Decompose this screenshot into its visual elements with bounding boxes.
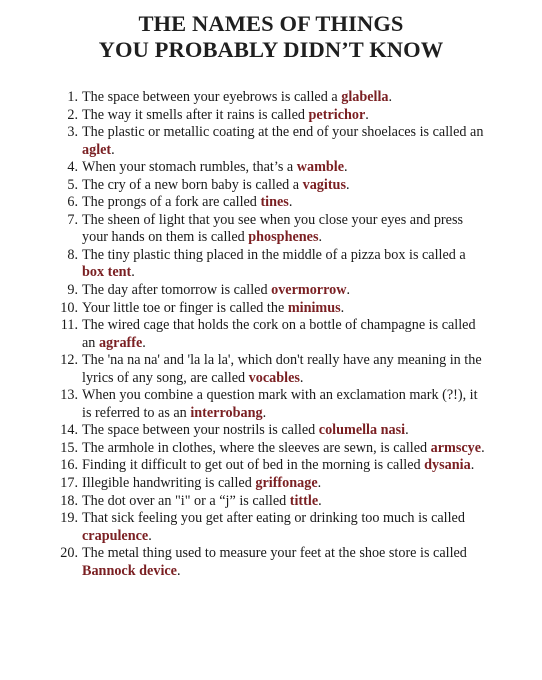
item-number: 4. — [67, 159, 78, 176]
item-term: crapulence — [82, 527, 149, 544]
list-item — [50, 493, 490, 511]
list-item — [50, 282, 490, 300]
list-item — [50, 194, 490, 212]
item-punctuation: . — [148, 527, 152, 544]
item-text: Your little toe or finger is called the — [82, 299, 288, 316]
item-punctuation: . — [111, 141, 115, 158]
item-text: The tiny plastic thing placed in the middle of a pizza box is called a — [82, 246, 466, 263]
item-punctuation: . — [131, 264, 135, 281]
item-number: 14. — [60, 422, 78, 439]
item-text: The day after tomorrow is called — [82, 282, 272, 299]
item-term: wamble — [296, 159, 345, 176]
item-number: 17. — [60, 475, 78, 492]
item-text: The dot over an "i" or a “j” is called — [82, 492, 290, 509]
item-punctuation: . — [176, 562, 181, 579]
item-term: dysania — [424, 457, 471, 474]
item-punctuation: . — [340, 299, 345, 316]
item-number: 1. — [67, 89, 78, 105]
item-text: The armhole in clothes, where the sleeves are sewn, is called — [82, 439, 431, 456]
item-term: minimus — [287, 299, 341, 316]
item-number: 15. — [60, 439, 78, 456]
item-term: glabella — [341, 89, 389, 105]
item-term: Bannock device — [82, 562, 177, 579]
item-punctuation: . — [345, 176, 350, 193]
item-term: vagitus — [302, 176, 346, 193]
list-item — [50, 300, 490, 318]
item-punctuation: . — [405, 422, 409, 439]
item-number: 10. — [60, 299, 78, 316]
item-number: 13. — [60, 387, 78, 404]
item-term: tines — [260, 194, 289, 211]
item-term: griffonage — [255, 475, 318, 492]
item-text: The plastic or metallic coating at the end of your shoelaces is called an — [82, 124, 484, 141]
item-number: 11. — [60, 317, 78, 334]
item-punctuation: . — [299, 369, 304, 386]
item-term: agraffe — [98, 334, 143, 351]
item-number: 6. — [67, 194, 78, 211]
item-text: The metal thing used to measure your feet at the shoe store is called — [82, 545, 467, 562]
list-item — [50, 317, 490, 352]
list-item — [50, 545, 490, 580]
item-text: When you combine a question mark with an exclamation mark (?!), it is referred to as an — [82, 387, 478, 421]
item-number: 5. — [67, 176, 78, 193]
item-number: 7. — [67, 211, 78, 228]
item-number: 18. — [60, 492, 78, 509]
item-punctuation: . — [481, 439, 485, 456]
item-term: petrichor — [308, 106, 366, 123]
item-text: The space between your eyebrows is called a — [82, 89, 342, 105]
list-item — [50, 475, 490, 493]
item-text: The space between your nostrils is called — [82, 422, 319, 439]
item-number: 12. — [60, 352, 78, 369]
item-text: When your stomach rumbles, that’s a — [82, 159, 297, 176]
item-term: phosphenes — [248, 229, 319, 246]
item-text: The way it smells after it rains is called — [82, 106, 309, 123]
item-number: 19. — [60, 510, 78, 527]
list-item — [50, 212, 490, 247]
item-text: Finding it difficult to get out of bed in the morning is called — [82, 457, 425, 474]
list-item — [50, 352, 490, 387]
list-item — [50, 457, 490, 475]
item-punctuation: . — [262, 404, 267, 421]
list-item — [50, 124, 490, 159]
item-number: 16. — [60, 457, 78, 474]
facts-list — [50, 89, 490, 580]
item-term: interrobang — [190, 404, 263, 421]
item-text: The wired cage that holds the cork on a bottle of champagne is called an — [82, 317, 476, 351]
item-number: 2. — [67, 106, 78, 123]
item-number: 8. — [67, 246, 78, 263]
item-number: 3. — [67, 124, 78, 141]
list-item — [50, 440, 490, 458]
item-punctuation: . — [388, 89, 393, 105]
item-number: 20. — [60, 545, 78, 562]
item-punctuation: . — [365, 106, 369, 123]
item-term: tittle — [289, 492, 319, 509]
item-term: box tent — [82, 264, 132, 281]
item-punctuation: . — [346, 282, 351, 299]
item-term: armscye — [430, 439, 482, 456]
item-term: overmorrow — [271, 282, 347, 299]
item-text: That sick feeling you get after eating or drinking too much is called — [82, 510, 465, 527]
item-text: Illegible handwriting is called — [82, 475, 256, 492]
item-term: aglet — [82, 141, 112, 158]
title-line-2: YOU PROBABLY DIDN’T KNOW — [98, 37, 444, 62]
page-title — [0, 11, 542, 63]
list-item — [50, 107, 490, 125]
item-text: The cry of a new born baby is called a — [82, 176, 303, 193]
list-item — [50, 510, 490, 545]
item-term: columella nasi — [318, 422, 406, 439]
item-punctuation: . — [288, 194, 293, 211]
item-text: The 'na na na' and 'la la la', which don't really have any meaning in the lyrics of any song, are called — [82, 352, 482, 386]
list-item — [50, 387, 490, 422]
list-item — [50, 159, 490, 177]
item-text: The sheen of light that you see when you close your eyes and press your hands on them is called — [82, 211, 463, 246]
list-item — [50, 247, 490, 282]
item-text: The prongs of a fork are called — [82, 194, 261, 211]
item-punctuation: . — [318, 492, 322, 509]
title-line-1: THE NAMES OF THINGS — [138, 11, 404, 36]
item-punctuation: . — [317, 475, 322, 492]
item-punctuation: . — [344, 159, 348, 176]
list-item — [50, 89, 490, 107]
item-punctuation: . — [318, 229, 323, 246]
item-punctuation: . — [142, 334, 146, 351]
list-item — [50, 177, 490, 195]
item-punctuation: . — [470, 457, 475, 474]
item-number: 9. — [67, 282, 78, 299]
list-item — [50, 422, 490, 440]
item-term: vocables — [248, 369, 300, 386]
